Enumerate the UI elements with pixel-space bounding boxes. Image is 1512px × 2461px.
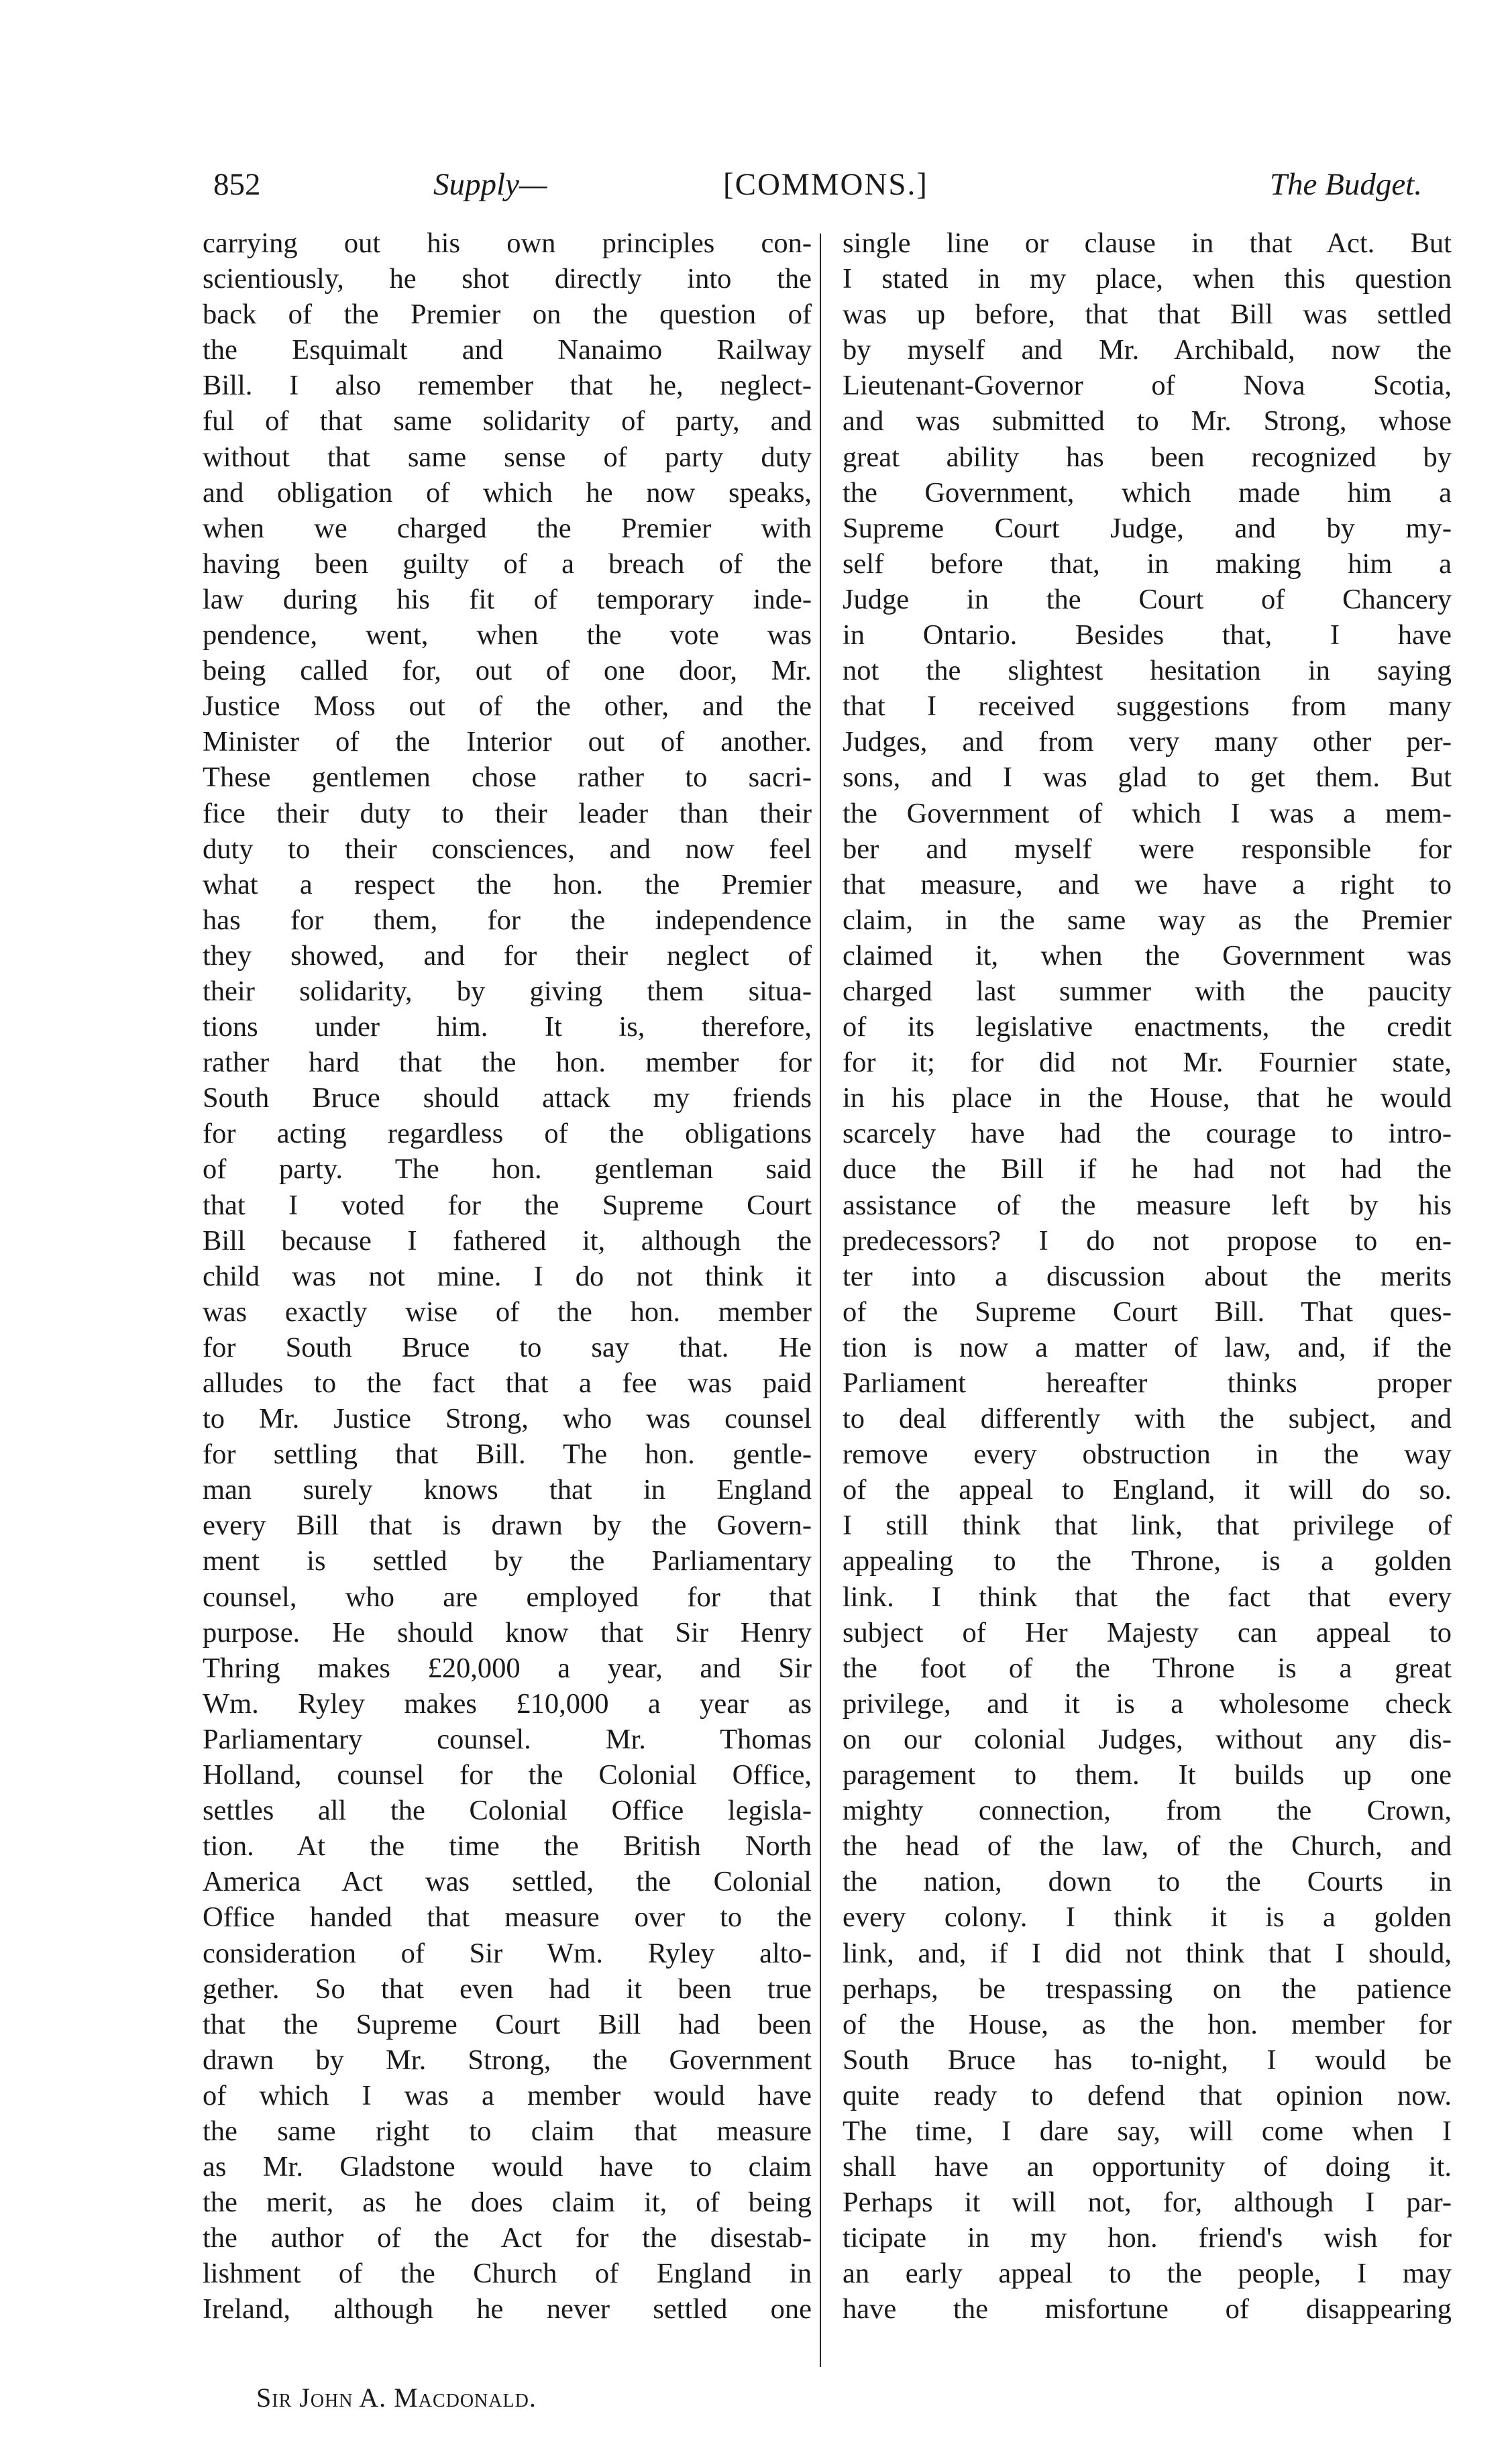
text-line: ful of that same solidarity of party, and	[203, 405, 812, 437]
text-line: I stated in my place, when this question	[843, 263, 1452, 295]
section-title: Supply—	[433, 167, 547, 202]
text-line: great ability has been recognized by	[843, 441, 1452, 473]
text-line: the same right to claim that measure	[203, 2115, 812, 2147]
text-line: Minister of the Interior out of another.	[203, 726, 812, 758]
column-divider	[820, 233, 821, 2367]
text-line: has for them, for the independence	[203, 904, 812, 936]
text-line: that I received suggestions from many	[843, 690, 1452, 723]
text-line: Lieutenant-Governor of Nova Scotia,	[843, 370, 1452, 402]
text-line: of the Supreme Court Bill. That ques-	[843, 1296, 1452, 1328]
text-line: of its legislative enactments, the credit	[843, 1011, 1452, 1043]
text-line: they showed, and for their neglect of	[203, 939, 812, 972]
text-line: being called for, out of one door, Mr.	[203, 655, 812, 687]
text-line: Perhaps it will not, for, although I par-	[843, 2187, 1452, 2219]
running-head	[213, 161, 1422, 208]
text-line: Parliamentary counsel. Mr. Thomas	[203, 1723, 812, 1755]
text-line: an early appeal to the people, I may	[843, 2258, 1452, 2290]
text-line: purpose. He should know that Sir Henry	[203, 1616, 812, 1648]
text-line: America Act was settled, the Colonial	[203, 1866, 812, 1898]
text-line: Thring makes £20,000 a year, and Sir	[203, 1652, 812, 1684]
text-line: fice their duty to their leader than their	[203, 797, 812, 829]
text-line: carrying out his own principles con-	[203, 227, 812, 259]
text-line: their solidarity, by giving them situa-	[203, 975, 812, 1007]
text-line: ticipate in my hon. friend's wish for	[843, 2222, 1452, 2254]
text-line: tions under him. It is, therefore,	[203, 1011, 812, 1043]
text-line: consideration of Sir Wm. Ryley alto-	[203, 1937, 812, 1969]
text-line: law during his fit of temporary inde-	[203, 583, 812, 615]
text-line: counsel, who are employed for that	[203, 1581, 812, 1613]
text-line: rather hard that the hon. member for	[203, 1047, 812, 1079]
text-line: Justice Moss out of the other, and the	[203, 690, 812, 723]
text-line: the Esquimalt and Nanaimo Railway	[203, 334, 812, 366]
text-line: was up before, that that Bill was settled	[843, 299, 1452, 331]
text-line: lishment of the Church of England in	[203, 2258, 812, 2290]
text-line: on our colonial Judges, without any dis-	[843, 1723, 1452, 1755]
right-column	[843, 225, 1452, 2327]
text-line: for it; for did not Mr. Fournier state,	[843, 1047, 1452, 1079]
text-line: quite ready to defend that opinion now.	[843, 2079, 1452, 2111]
text-line: in his place in the House, that he would	[843, 1082, 1452, 1114]
text-line: the author of the Act for the disestab-	[203, 2222, 812, 2254]
text-line: not the slightest hesitation in saying	[843, 655, 1452, 687]
text-line: mighty connection, from the Crown,	[843, 1795, 1452, 1827]
text-line: Wm. Ryley makes £10,000 a year as	[203, 1687, 812, 1720]
speaker-name: Sir John A. Macdonald.	[256, 2383, 537, 2413]
text-line: perhaps, be trespassing on the patience	[843, 1973, 1452, 2005]
text-line: that I voted for the Supreme Court	[203, 1189, 812, 1221]
text-line: assistance of the measure left by his	[843, 1189, 1452, 1221]
text-line: having been guilty of a breach of the	[203, 547, 812, 580]
text-line: for settling that Bill. The hon. gentle-	[203, 1438, 812, 1471]
text-line: that the Supreme Court Bill had been	[203, 2008, 812, 2040]
text-line: Judges, and from very many other per-	[843, 726, 1452, 758]
text-line: Bill. I also remember that he, neglect-	[203, 370, 812, 402]
text-line: was exactly wise of the hon. member	[203, 1296, 812, 1328]
text-line: to deal differently with the subject, and	[843, 1403, 1452, 1435]
text-line: Holland, counsel for the Colonial Office,	[203, 1759, 812, 1791]
text-line: what a respect the hon. the Premier	[203, 868, 812, 900]
chamber-title: [COMMONS.]	[723, 167, 928, 202]
text-line: duce the Bill if he had not had the	[843, 1153, 1452, 1186]
text-line: and obligation of which he now speaks,	[203, 476, 812, 509]
text-line: tion is now a matter of law, and, if the	[843, 1331, 1452, 1363]
text-line: Judge in the Court of Chancery	[843, 583, 1452, 615]
text-line: of which I was a member would have	[203, 2079, 812, 2111]
text-line: self before that, in making him a	[843, 547, 1452, 580]
text-line: in Ontario. Besides that, I have	[843, 619, 1452, 651]
text-line: the head of the law, of the Church, and	[843, 1830, 1452, 1863]
text-line: claimed it, when the Government was	[843, 939, 1452, 972]
text-line: for South Bruce to say that. He	[203, 1331, 812, 1363]
text-line: I still think that link, that privilege of	[843, 1510, 1452, 1542]
text-line: paragement to them. It builds up one	[843, 1759, 1452, 1791]
text-line: by myself and Mr. Archibald, now the	[843, 334, 1452, 366]
text-line: scarcely have had the courage to intro-	[843, 1118, 1452, 1150]
text-line: single line or clause in that Act. But	[843, 227, 1452, 259]
text-line: appealing to the Throne, is a golden	[843, 1545, 1452, 1577]
text-line: the foot of the Throne is a great	[843, 1652, 1452, 1684]
text-line: subject of Her Majesty can appeal to	[843, 1616, 1452, 1648]
text-line: of party. The hon. gentleman said	[203, 1153, 812, 1186]
text-line: of the appeal to England, it will do so.	[843, 1474, 1452, 1506]
text-line: link. I think that the fact that every	[843, 1581, 1452, 1613]
text-line: the nation, down to the Courts in	[843, 1866, 1452, 1898]
text-line: child was not mine. I do not think it	[203, 1260, 812, 1292]
page-number: 852	[213, 167, 261, 202]
text-line: tion. At the time the British North	[203, 1830, 812, 1863]
text-line: predecessors? I do not propose to en-	[843, 1224, 1452, 1257]
text-line: Supreme Court Judge, and by my-	[843, 512, 1452, 544]
text-line: to Mr. Justice Strong, who was counsel	[203, 1403, 812, 1435]
text-line: ter into a discussion about the merits	[843, 1260, 1452, 1292]
text-line: pendence, went, when the vote was	[203, 619, 812, 651]
text-line: charged last summer with the paucity	[843, 975, 1452, 1007]
text-line: every Bill that is drawn by the Govern-	[203, 1510, 812, 1542]
text-line: have the misfortune of disappearing	[843, 2293, 1452, 2325]
text-line: duty to their consciences, and now feel	[203, 833, 812, 865]
text-line: Parliament hereafter thinks proper	[843, 1367, 1452, 1399]
text-line: drawn by Mr. Strong, the Government	[203, 2044, 812, 2076]
text-line: ment is settled by the Parliamentary	[203, 1545, 812, 1577]
text-line: settles all the Colonial Office legisla-	[203, 1795, 812, 1827]
text-line: South Bruce has to-night, I would be	[843, 2044, 1452, 2076]
text-line: for acting regardless of the obligations	[203, 1118, 812, 1150]
text-line: These gentlemen chose rather to sacri-	[203, 762, 812, 794]
text-line: every colony. I think it is a golden	[843, 1901, 1452, 1934]
text-line: shall have an opportunity of doing it.	[843, 2151, 1452, 2183]
text-line: Office handed that measure over to the	[203, 1901, 812, 1934]
text-line: gether. So that even had it been true	[203, 1973, 812, 2005]
text-line: privilege, and it is a wholesome check	[843, 1687, 1452, 1720]
text-line: when we charged the Premier with	[203, 512, 812, 544]
text-line: ber and myself were responsible for	[843, 833, 1452, 865]
text-line: and was submitted to Mr. Strong, whose	[843, 405, 1452, 437]
text-line: claim, in the same way as the Premier	[843, 904, 1452, 936]
text-line: as Mr. Gladstone would have to claim	[203, 2151, 812, 2183]
text-line: scientiously, he shot directly into the	[203, 263, 812, 295]
topic-title: The Budget.	[1269, 167, 1422, 202]
left-column	[203, 225, 812, 2327]
text-line: Bill because I fathered it, although the	[203, 1224, 812, 1257]
text-line: the Government, which made him a	[843, 476, 1452, 509]
text-line: alludes to the fact that a fee was paid	[203, 1367, 812, 1399]
text-line: the merit, as he does claim it, of being	[203, 2187, 812, 2219]
text-line: remove every obstruction in the way	[843, 1438, 1452, 1471]
text-line: back of the Premier on the question of	[203, 299, 812, 331]
text-line: of the House, as the hon. member for	[843, 2008, 1452, 2040]
text-line: South Bruce should attack my friends	[203, 1082, 812, 1114]
text-line: without that same sense of party duty	[203, 441, 812, 473]
text-line: sons, and I was glad to get them. But	[843, 762, 1452, 794]
text-line: Ireland, although he never settled one	[203, 2293, 812, 2325]
text-line: the Government of which I was a mem-	[843, 797, 1452, 829]
text-line: that measure, and we have a right to	[843, 868, 1452, 900]
text-line: man surely knows that in England	[203, 1474, 812, 1506]
text-line: link, and, if I did not think that I should,	[843, 1937, 1452, 1969]
text-line: The time, I dare say, will come when I	[843, 2115, 1452, 2147]
